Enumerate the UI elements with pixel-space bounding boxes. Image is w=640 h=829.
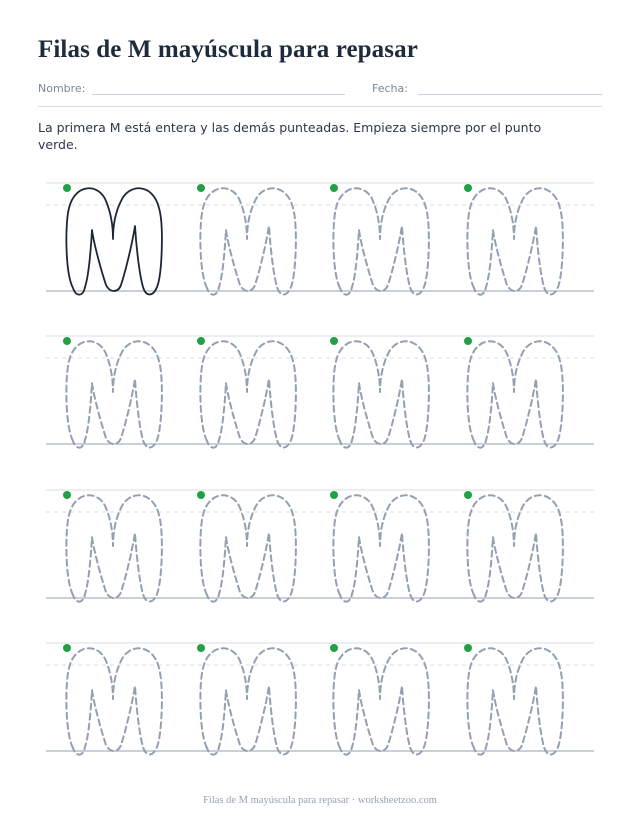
date-label: Fecha: — [372, 82, 408, 95]
dotted-letter-m — [200, 495, 296, 601]
start-dot — [197, 644, 205, 652]
dotted-letter-m — [200, 188, 296, 294]
dotted-letter-m — [333, 648, 429, 754]
start-dot — [464, 644, 472, 652]
start-dot — [330, 644, 338, 652]
start-dot — [464, 491, 472, 499]
dotted-letter-m — [333, 495, 429, 601]
start-dot — [464, 184, 472, 192]
page-title: Filas de M mayúscula para repasar — [38, 36, 418, 63]
tracing-row — [46, 490, 594, 602]
dotted-letter-m — [467, 648, 563, 754]
footer-credit: Filas de M mayúscula para repasar · worksheetzoo.com — [203, 795, 437, 806]
start-dot — [330, 184, 338, 192]
start-dot — [197, 337, 205, 345]
dotted-letter-m — [333, 188, 429, 294]
start-dot — [197, 491, 205, 499]
start-dot — [197, 184, 205, 192]
dotted-letter-m — [333, 341, 429, 447]
instructions-text: La primera M está entera y las demás punteadas. Empieza siempre por el punto verde. — [38, 120, 542, 152]
start-dot — [63, 337, 71, 345]
start-dot — [464, 337, 472, 345]
dotted-letter-m — [467, 188, 563, 294]
dotted-letter-m — [467, 341, 563, 447]
start-dot — [63, 644, 71, 652]
dotted-letter-m — [200, 341, 296, 447]
start-dot — [330, 337, 338, 345]
tracing-row — [46, 183, 594, 295]
solid-letter-m — [66, 188, 162, 294]
dotted-letter-m — [467, 495, 563, 601]
dotted-letter-m — [66, 495, 162, 601]
dotted-letter-m — [66, 341, 162, 447]
start-dot — [330, 491, 338, 499]
tracing-row — [46, 336, 594, 448]
dotted-letter-m — [66, 648, 162, 754]
name-label: Nombre: — [38, 82, 86, 95]
tracing-row — [46, 643, 594, 755]
dotted-letter-m — [200, 648, 296, 754]
start-dot — [63, 491, 71, 499]
start-dot — [63, 184, 71, 192]
